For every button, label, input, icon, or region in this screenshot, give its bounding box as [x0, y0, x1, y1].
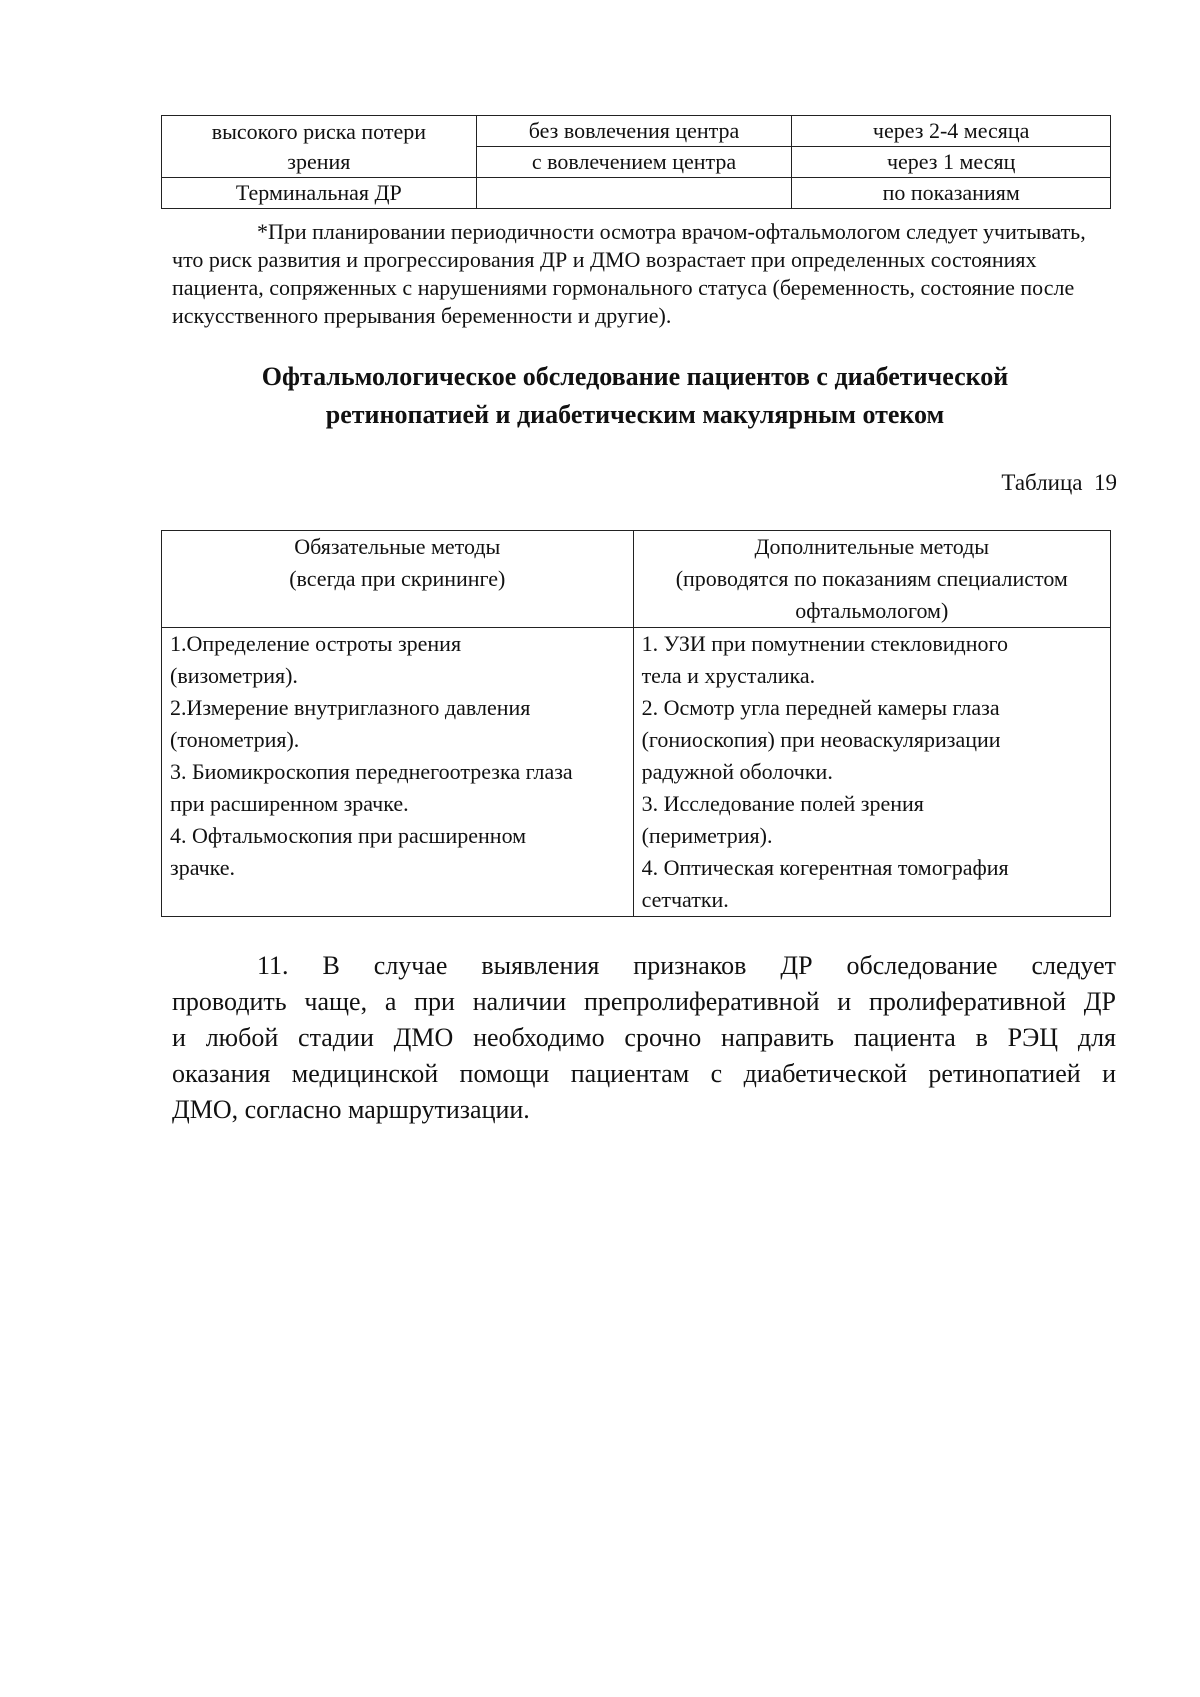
screening-interval-table	[161, 115, 1111, 209]
table-cell: высокого риска потери зрения	[162, 116, 477, 178]
mandatory-methods-cell: 1.Определение остроты зрения (визометрия). 2.Измерение внутриглазного давления (тонометрия). 3. Биомикроскопия переднегоотрезка глаза при расширенном зрачке. 4. Офтальмоскопия при расширенном зрачке.	[162, 628, 634, 917]
footnote: *При планировании периодичности осмотра врачом-офтальмологом следует учитывать, что риск развития и прогрессирования ДР и ДМО возрастает при определенных состояниях пациента, сопряженных с нарушениями гормонального статуса (беременность, состояние после искусственного прерывания беременности и другие).	[172, 219, 1086, 328]
table-header-row	[162, 531, 1111, 628]
table-row	[162, 178, 1111, 209]
table-cell: с вовлечением центра	[476, 147, 792, 178]
table-cell: через 2-4 месяца	[792, 116, 1111, 147]
table-cell	[476, 178, 792, 209]
table-row	[162, 628, 1111, 917]
table-cell: без вовлечения центра	[476, 116, 792, 147]
additional-methods-cell: 1. УЗИ при помутнении стекловидного тела и хрусталика. 2. Осмотр угла передней камеры глаза (гониоскопия) при неоваскуляризации радужной оболочки. 3. Исследование полей зрения (периметрия). 4. Оптическая когерентная томография сетчатки.	[633, 628, 1110, 917]
table-number-label: Таблица 19	[1001, 470, 1117, 495]
table-cell: по показаниям	[792, 178, 1111, 209]
table-cell: Терминальная ДР	[162, 178, 477, 209]
table-row	[162, 116, 1111, 147]
table-cell: через 1 месяц	[792, 147, 1111, 178]
section-heading: Офтальмологическое обследование пациентов с диабетической ретинопатией и диабетическим макулярным отеком	[261, 362, 1009, 429]
header-mandatory-methods: Обязательные методы (всегда при скрининге)	[162, 531, 634, 628]
examination-methods-table	[161, 530, 1111, 917]
body-paragraph: 11. В случае выявления признаков ДР обследование следует проводить чаще, а при наличии препролиферативной и пролиферативной ДР и любой стадии ДМО необходимо срочно направить пациента в РЭЦ для оказания медицинской помощи пациентам с диабетической ретинопатией и ДМО, согласно маршрутизации.	[172, 951, 1116, 1124]
header-additional-methods: Дополнительные методы (проводятся по показаниям специалистом офтальмологом)	[633, 531, 1110, 628]
